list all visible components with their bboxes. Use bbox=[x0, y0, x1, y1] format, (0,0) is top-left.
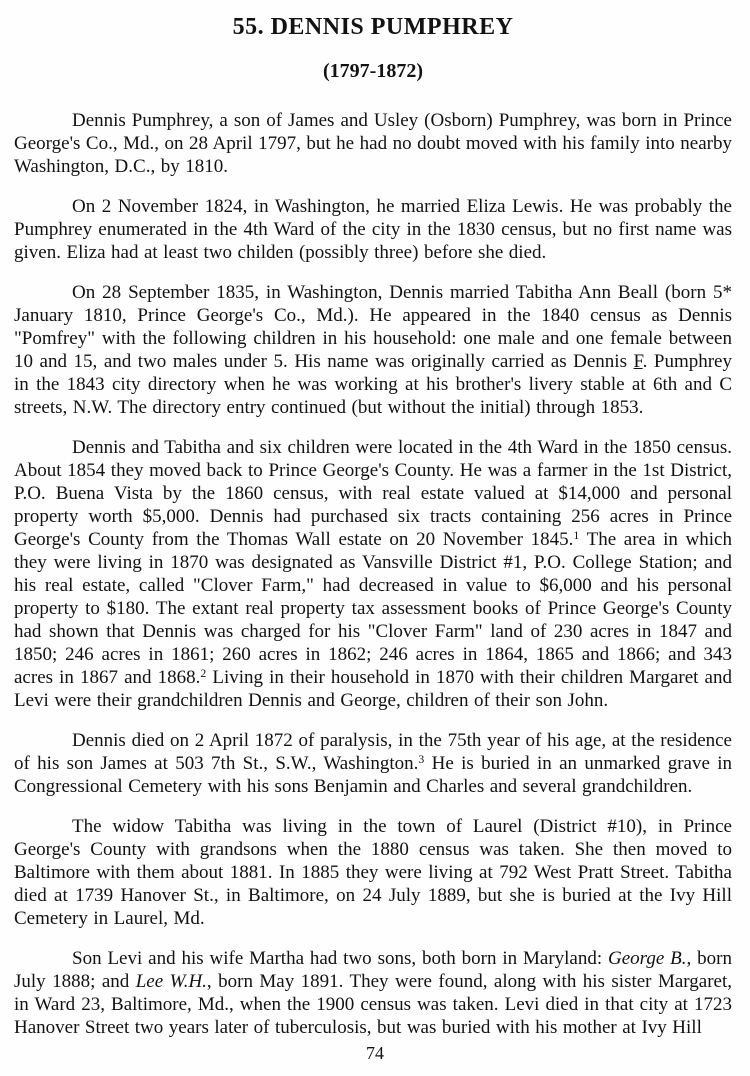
page-title: 55. DENNIS PUMPHREY bbox=[232, 14, 514, 40]
paragraph-second-marriage bbox=[14, 281, 732, 419]
text-segment-italic: George B. bbox=[608, 948, 687, 969]
paragraph-widow bbox=[14, 815, 732, 930]
text-segment: . Pumphrey in the 1843 city directory when he was working at his brother's livery stable at 6th and C streets, N.W. The directory entry continued (but without the initial) through 1853. bbox=[14, 351, 732, 418]
text-segment-sup: 2 bbox=[200, 666, 207, 680]
page-subtitle: (1797-1872) bbox=[323, 60, 423, 82]
text-segment: On 28 September 1835, in Washington, Dennis married Tabitha Ann Beall (born 5* January 1810, Prince George's Co., Md.). He appeared in the 1840 census as Dennis "Pomfrey" with the following children in his household: one male and one female between 10 and 15, and two males under 5. His name was originally carried as Dennis bbox=[14, 282, 732, 372]
text-segment: The area in which they were living in 1870 was designated as Vansville District #1, P.O. College Station; and his real estate, called "Clover Farm," had decreased in value to $6,000 and his personal property to $180. The extant real property tax assessment books of Prince George's County had shown that Dennis was charged for his "Clover Farm" land of 230 acres in 1847 and 1850; 246 acres in 1861; 260 acres in 1862; 246 acres in 1864, 1865 and 1866; and 343 acres in 1867 and 1868. bbox=[14, 529, 732, 688]
text-segment-sup: 1 bbox=[573, 528, 580, 542]
text-segment: The widow Tabitha was living in the town of Laurel (District #10), in Prince George's County with grandsons when the 1880 census was taken. She then moved to Baltimore with them about 1881. In 1885 they were living at 792 West Pratt Street. Tabitha died at 1739 Hanover St., in Baltimore, on 24 July 1889, but she is buried at the Ivy Hill Cemetery in Laurel, Md. bbox=[14, 816, 732, 929]
paragraph-birth bbox=[14, 109, 732, 178]
text-segment: Son Levi and his wife Martha had two sons, both born in Maryland: bbox=[72, 948, 609, 969]
text-segment: Dennis and Tabitha and six children were located in the 4th Ward in the 1850 census. About 1854 they moved back to Prince George's County. He was a farmer in the 1st District, P.O. Buena Vista by the 1860 census, with real estate valued at $14,000 and personal property worth $5,000. Dennis had purchased six tracts containing 256 acres in Prince George's County from the Thomas Wall estate on 20 November 1845. bbox=[14, 437, 732, 550]
document-body bbox=[14, 109, 732, 1039]
text-segment: , born July 1888; and bbox=[14, 948, 732, 992]
text-segment-italic: Lee W.H. bbox=[135, 971, 207, 992]
text-segment: Dennis Pumphrey, a son of James and Usley (Osborn) Pumphrey, was born in Prince George's Co., Md., on 28 April 1797, but he had no doubt moved with his family into nearby Washington, D.C., by 1810. bbox=[14, 110, 732, 177]
text-segment: Living in their household in 1870 with their children Margaret and Levi were their grandchildren Dennis and George, children of their son John. bbox=[14, 667, 732, 711]
paragraph-death bbox=[14, 729, 732, 798]
text-segment: , born May 1891. They were found, along with his sister Margaret, in Ward 23, Baltimore, Md., when the 1900 census was taken. Levi died in that city at 1723 Hanover Street two years later of tuberculosis, but was buried with his mother at Ivy Hill bbox=[14, 971, 732, 1038]
paragraph-first-marriage bbox=[14, 195, 732, 264]
text-segment: Dennis died on 2 April 1872 of paralysis, in the 75th year of his age, at the residence of his son James at 503 7th St., S.W., Washington. bbox=[14, 730, 732, 774]
page-number: 74 bbox=[366, 1043, 384, 1063]
text-segment-underline: F bbox=[633, 351, 643, 372]
paragraph-farm-census bbox=[14, 436, 732, 712]
text-segment: He is buried in an unmarked grave in Congressional Cemetery with his sons Benjamin and Charles and several grandchildren. bbox=[14, 753, 733, 797]
text-segment: On 2 November 1824, in Washington, he married Eliza Lewis. He was probably the Pumphrey enumerated in the 4th Ward of the city in the 1830 census, but no first name was given. Eliza had at least two childen (possibly three) before she died. bbox=[14, 196, 732, 263]
paragraph-son-levi bbox=[14, 947, 732, 1039]
text-segment-sup: 3 bbox=[418, 752, 425, 766]
